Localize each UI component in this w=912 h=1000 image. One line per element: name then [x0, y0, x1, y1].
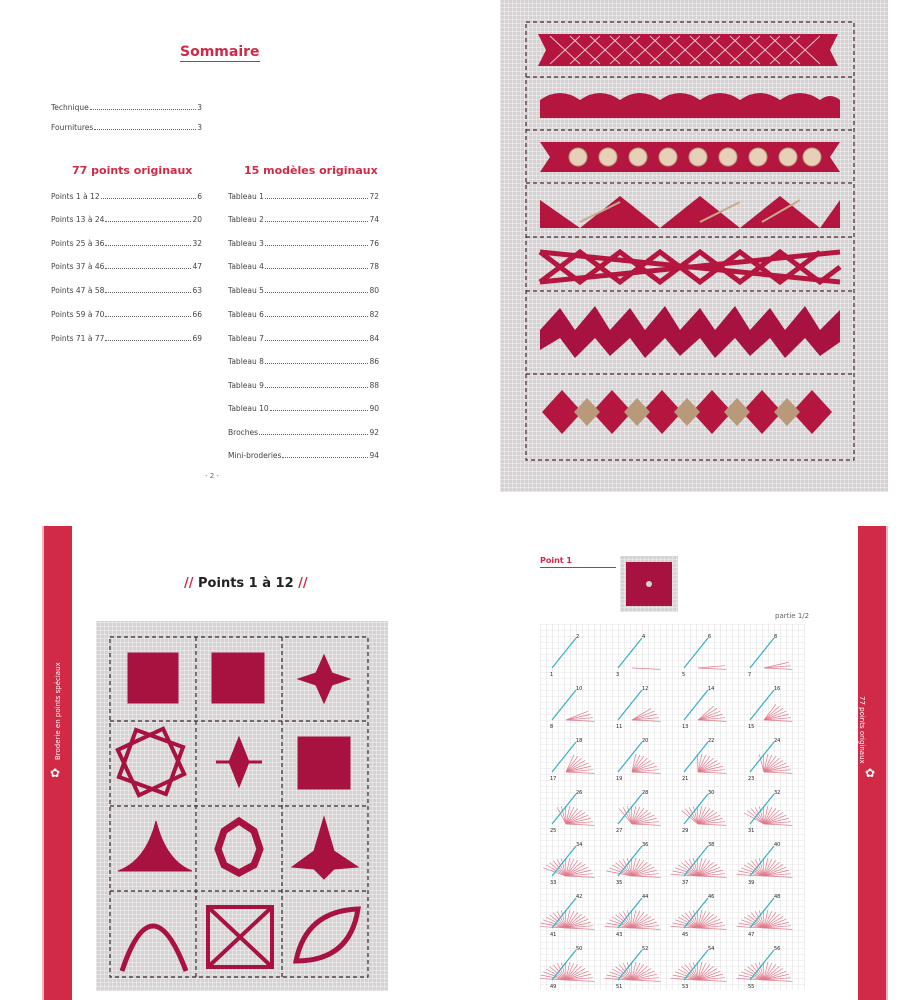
diagram-number: 25 [550, 828, 557, 834]
diagram-number: 14 [708, 686, 715, 692]
tab-divider [42, 526, 44, 1000]
diagram-number: 26 [576, 790, 583, 796]
sampler-photo [500, 0, 888, 492]
diagram-number: 33 [550, 880, 557, 886]
toc-entry-model[interactable]: Tableau 1 72 [228, 192, 379, 201]
toc-entry-points[interactable]: Points 1 à 12 6 [51, 192, 202, 201]
diagram-number: 7 [748, 672, 752, 678]
point-label: Point 1 [540, 556, 616, 568]
toc-entry-model[interactable]: Tableau 4 78 [228, 262, 379, 271]
section-title: // Points 1 à 12 // [184, 576, 308, 591]
toc-entry-fournitures[interactable]: Fournitures 3 [51, 123, 202, 132]
diagram-number: 54 [708, 946, 715, 952]
diagram-number: 51 [616, 984, 623, 990]
toc-entry-model[interactable]: Tableau 7 84 [228, 334, 379, 343]
left-side-tab[interactable] [42, 526, 72, 1000]
diagram-number: 15 [748, 724, 755, 730]
stitch-arch [122, 926, 186, 971]
diagram-number: 45 [682, 932, 689, 938]
points-grid-photo [96, 621, 388, 991]
diagram-number: 1 [550, 672, 554, 678]
toc-entry-model[interactable]: Tableau 2 74 [228, 215, 379, 224]
band-diamonds [542, 390, 832, 434]
diagram-number: 49 [550, 984, 557, 990]
diagram-number: 46 [708, 894, 715, 900]
thumbnail-stitch [620, 556, 678, 612]
diagram-number: 19 [616, 776, 623, 782]
toc-entry-model[interactable]: Tableau 8 86 [228, 357, 379, 366]
toc-entry-points[interactable]: Points 47 à 58 63 [51, 286, 202, 295]
diagram-number: 37 [682, 880, 689, 886]
stitch-square [212, 653, 264, 703]
points-heading: 77 points originaux [72, 164, 193, 177]
right-tab-label: 77 points originaux [858, 696, 866, 764]
toc-title: Sommaire [180, 44, 260, 60]
diagram-number: 21 [682, 776, 689, 782]
left-tab-label: Broderie en points spéciaux [54, 662, 62, 760]
toc-entry-technique[interactable]: Technique 3 [51, 103, 202, 112]
diagram-number: 4 [642, 634, 646, 640]
diagram-number: 16 [774, 686, 781, 692]
flower-icon: ✿ [50, 766, 61, 780]
diagram-number: 36 [642, 842, 649, 848]
toc-entry-model[interactable]: Broches 92 [228, 428, 379, 437]
band-flowers [540, 142, 840, 172]
stitch-square [298, 737, 350, 789]
stitch-square [128, 653, 178, 703]
diagram-number: 20 [642, 738, 649, 744]
band-stars [540, 306, 840, 358]
diagram-number: 11 [616, 724, 623, 730]
diagram-number: 40 [774, 842, 781, 848]
diagram-number: 23 [748, 776, 755, 782]
point-thumbnail[interactable] [620, 556, 678, 612]
diagram-number: 38 [708, 842, 715, 848]
diagram-number: 47 [748, 932, 755, 938]
stitch-octagon [118, 729, 184, 795]
diagram-number: 3 [616, 672, 620, 678]
tab-divider [886, 526, 888, 1000]
band-waves [540, 93, 840, 118]
diagram-number: 34 [576, 842, 583, 848]
diagram-number: 8 [550, 724, 554, 730]
stitch-star-long [292, 817, 358, 879]
diagram-number: 48 [774, 894, 781, 900]
sampler-embroidery [500, 0, 888, 492]
toc-entry-points[interactable]: Points 13 à 24 20 [51, 215, 202, 224]
toc-entry-model[interactable]: Tableau 6 82 [228, 310, 379, 319]
models-heading: 15 modèles originaux [244, 164, 378, 177]
diagram-number: 8 [774, 634, 778, 640]
diagram-number: 50 [576, 946, 583, 952]
diagram-number: 35 [616, 880, 623, 886]
diagram-number: 43 [616, 932, 623, 938]
page-number: - 2 - [205, 472, 219, 480]
band-arrows [540, 252, 840, 282]
diagram-number: 13 [682, 724, 689, 730]
toc-entry-model[interactable]: Tableau 9 88 [228, 381, 379, 390]
toc-entry-model[interactable]: Tableau 10 90 [228, 404, 379, 413]
toc-entry-points[interactable]: Points 25 à 36 32 [51, 239, 202, 248]
band-triangles [540, 196, 840, 228]
diagram-number: 30 [708, 790, 715, 796]
diagram-number: 24 [774, 738, 781, 744]
stitch-cross [208, 907, 272, 967]
diagram-number: 52 [642, 946, 649, 952]
diagram-number: 39 [748, 880, 755, 886]
flower-icon: ✿ [865, 766, 876, 780]
toc-entry-points[interactable]: Points 59 à 70 66 [51, 310, 202, 319]
stitch-leaf [296, 909, 358, 961]
stitch-ring [218, 821, 260, 873]
diagram-number: 44 [642, 894, 649, 900]
diagram-number: 53 [682, 984, 689, 990]
diagram-number: 27 [616, 828, 623, 834]
diagram-number: 29 [682, 828, 689, 834]
diagram-number: 5 [682, 672, 686, 678]
diagram-number: 28 [642, 790, 649, 796]
stitch-diagram [540, 624, 805, 990]
diagram-number: 55 [748, 984, 755, 990]
diagram-number: 42 [576, 894, 583, 900]
part-label: partie 1/2 [775, 612, 810, 620]
toc-page [0, 0, 430, 500]
stitch-star [298, 655, 350, 703]
toc-entry-points[interactable]: Points 37 à 46 47 [51, 262, 202, 271]
diagram-number: 31 [748, 828, 755, 834]
diagram-number: 22 [708, 738, 715, 744]
stitch-octagon [119, 730, 183, 794]
diagram-number: 56 [774, 946, 781, 952]
dashed-border [526, 22, 854, 460]
diagram-number: 17 [550, 776, 557, 782]
diagram-number: 10 [576, 686, 583, 692]
diagram-number: 6 [708, 634, 712, 640]
diagram-number: 32 [774, 790, 781, 796]
diagram-number: 41 [550, 932, 557, 938]
toc-entry-points[interactable]: Points 71 à 77 69 [51, 334, 202, 343]
diagram-number: 2 [576, 634, 580, 640]
toc-entry-model[interactable]: Tableau 5 80 [228, 286, 379, 295]
stitch-fan [118, 821, 192, 871]
toc-entry-model[interactable]: Mini-broderies 94 [228, 451, 379, 460]
toc-entry-model[interactable]: Tableau 3 76 [228, 239, 379, 248]
diagram-number: 12 [642, 686, 649, 692]
band-lattice [538, 34, 838, 66]
diagram-grid [540, 624, 805, 990]
points-embroidery [96, 621, 388, 991]
diagram-number: 18 [576, 738, 583, 744]
